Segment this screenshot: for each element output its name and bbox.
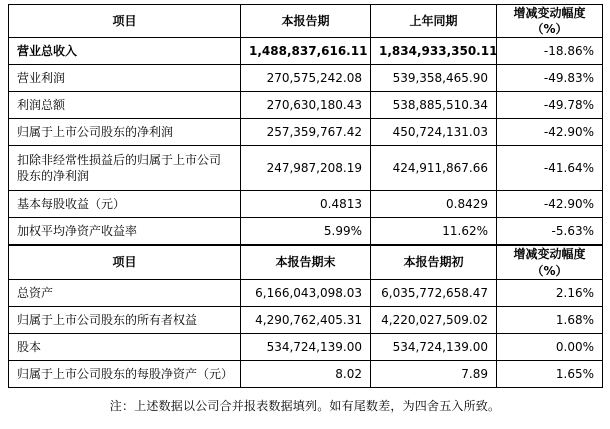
- row-change-value: -49.78%: [497, 92, 603, 119]
- row-label: 扣除非经常性损益后的归属于上市公司股东的净利润: [9, 146, 241, 191]
- row-label: 基本每股收益（元）: [9, 191, 241, 218]
- row-previous-value: 7.89: [371, 360, 497, 387]
- row-previous-value: 4,220,027,509.02: [371, 306, 497, 333]
- column-header-item: 项目: [9, 246, 241, 279]
- row-previous-value: 538,885,510.34: [371, 92, 497, 119]
- table-row: [9, 306, 603, 333]
- row-change-value: -5.63%: [497, 218, 603, 245]
- table-row: [9, 65, 603, 92]
- table-row: [9, 92, 603, 119]
- table-row: [9, 333, 603, 360]
- row-current-value: 247,987,208.19: [241, 146, 371, 191]
- column-header-period-end: 本报告期末: [241, 246, 371, 279]
- row-label: 加权平均净资产收益率: [9, 218, 241, 245]
- table-header-row: [9, 246, 603, 279]
- row-current-value: 5.99%: [241, 218, 371, 245]
- row-current-value: 534,724,139.00: [241, 333, 371, 360]
- row-label: 总资产: [9, 279, 241, 306]
- row-previous-value: 1,834,933,350.11: [371, 38, 497, 65]
- row-previous-value: 534,724,139.00: [371, 333, 497, 360]
- row-current-value: 1,488,837,616.11: [241, 38, 371, 65]
- row-change-value: -49.83%: [497, 65, 603, 92]
- row-current-value: 6,166,043,098.03: [241, 279, 371, 306]
- row-current-value: 8.02: [241, 360, 371, 387]
- table-row: [9, 218, 603, 245]
- row-change-value: 1.65%: [497, 360, 603, 387]
- row-change-value: 0.00%: [497, 333, 603, 360]
- row-change-value: -42.90%: [497, 119, 603, 146]
- row-previous-value: 424,911,867.66: [371, 146, 497, 191]
- row-previous-value: 539,358,465.90: [371, 65, 497, 92]
- operating-results-table: [8, 4, 603, 245]
- column-header-change: 增减变动幅度（%）: [497, 246, 603, 279]
- row-label: 营业利润: [9, 65, 241, 92]
- column-header-item: 项目: [9, 5, 241, 38]
- table-row: [9, 38, 603, 65]
- table-row: [9, 119, 603, 146]
- row-current-value: 4,290,762,405.31: [241, 306, 371, 333]
- table-row: [9, 191, 603, 218]
- row-current-value: 270,630,180.43: [241, 92, 371, 119]
- column-header-current-period: 本报告期: [241, 5, 371, 38]
- row-change-value: 2.16%: [497, 279, 603, 306]
- row-label: 营业总收入: [9, 38, 241, 65]
- row-current-value: 0.4813: [241, 191, 371, 218]
- column-header-change: 增减变动幅度（%）: [497, 5, 603, 38]
- row-previous-value: 6,035,772,658.47: [371, 279, 497, 306]
- column-header-prior-period: 上年同期: [371, 5, 497, 38]
- row-change-value: -18.86%: [497, 38, 603, 65]
- row-current-value: 257,359,767.42: [241, 119, 371, 146]
- table-header-row: [9, 5, 603, 38]
- row-previous-value: 11.62%: [371, 218, 497, 245]
- row-previous-value: 0.8429: [371, 191, 497, 218]
- table-footnote: 注：上述数据以公司合并报表数据填列。如有尾数差，为四舍五入所致。: [109, 398, 501, 413]
- row-label: 归属于上市公司股东的净利润: [9, 119, 241, 146]
- row-label: 股本: [9, 333, 241, 360]
- row-change-value: -42.90%: [497, 191, 603, 218]
- column-header-period-begin: 本报告期初: [371, 246, 497, 279]
- row-label: 归属于上市公司股东的每股净资产（元）: [9, 360, 241, 387]
- row-label: 归属于上市公司股东的所有者权益: [9, 306, 241, 333]
- row-previous-value: 450,724,131.03: [371, 119, 497, 146]
- balance-sheet-table: [8, 245, 603, 387]
- row-change-value: -41.64%: [497, 146, 603, 191]
- table-row: [9, 279, 603, 306]
- row-current-value: 270,575,242.08: [241, 65, 371, 92]
- table-row: [9, 360, 603, 387]
- table-row: [9, 146, 603, 191]
- row-label: 利润总额: [9, 92, 241, 119]
- row-change-value: 1.68%: [497, 306, 603, 333]
